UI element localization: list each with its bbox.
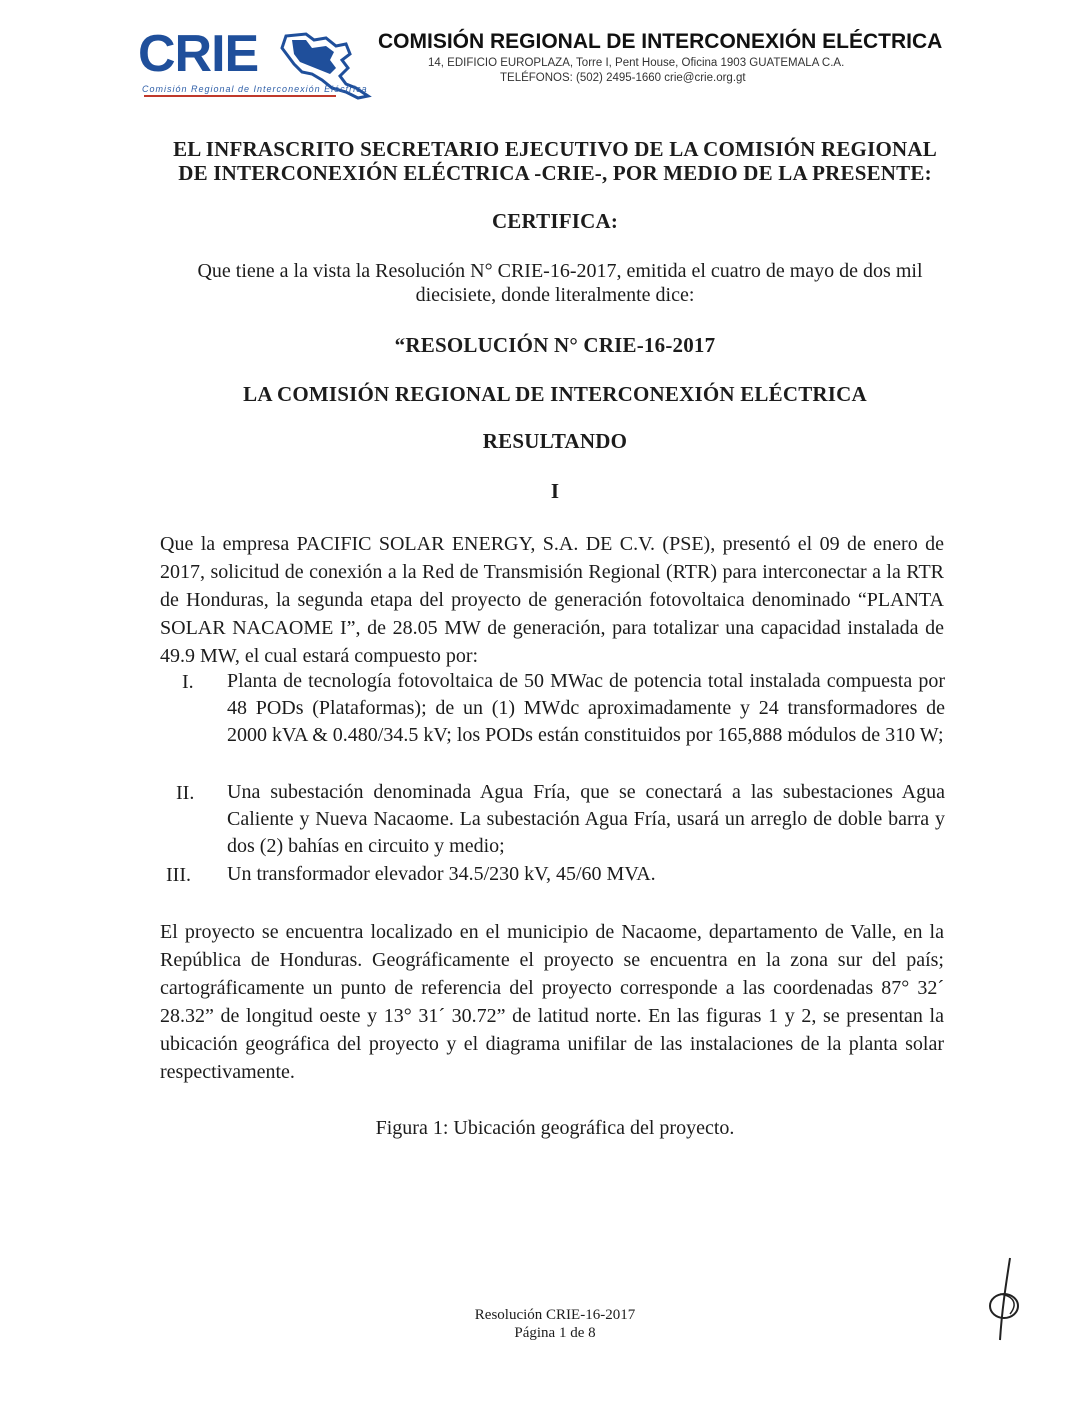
intro-line-1: Que tiene a la vista la Resolución N° CRIE-16-2017, emitida el cuatro de mayo de dos mil bbox=[197, 260, 923, 282]
footer-resolution: Resolución CRIE-16-2017 bbox=[474, 1307, 636, 1323]
logo-wordmark: CRIE bbox=[138, 25, 259, 83]
list-number: I. bbox=[182, 671, 194, 693]
heading-line-1: EL INFRASCRITO SECRETARIO EJECUTIVO DE LA COMISIÓN REGIONAL bbox=[173, 137, 937, 161]
org-contact: TELÉFONOS: (502) 2495-1660 crie@crie.org.gt bbox=[500, 72, 746, 84]
resolution-title: “RESOLUCIÓN N° CRIE-16-2017 bbox=[394, 333, 716, 357]
paragraph-location: El proyecto se encuentra localizado en el municipio de Nacaome, departamento de Valle, en la República de Honduras. Geográficamente el proyecto se encuentra en la zona sur del país; cartográficamente un punto de referencia del proyecto corresponde a las coordenadas 87° 32´ 28.32” de longitud oeste y 13° 31´ 30.72” de latitud norte. En las figuras 1 y 2, se presentan la ubicación geográfica del proyecto y el diagrama unifilar de las instalaciones de la planta solar respectivamente. bbox=[160, 921, 944, 1083]
heading-line-2: DE INTERCONEXIÓN ELÉCTRICA -CRIE-, POR MEDIO DE LA PRESENTE: bbox=[178, 161, 932, 185]
org-name: COMISIÓN REGIONAL DE INTERCONEXIÓN ELÉCTRICA bbox=[378, 30, 943, 53]
footer-page-number: Página 1 de 8 bbox=[514, 1325, 596, 1341]
handwritten-initial bbox=[980, 1254, 1030, 1344]
commission-title: LA COMISIÓN REGIONAL DE INTERCONEXIÓN ELÉCTRICA bbox=[243, 382, 867, 406]
resultando-title: RESULTANDO bbox=[482, 429, 628, 453]
list-number: II. bbox=[176, 782, 195, 804]
intro-line-2: diecisiete, donde literalmente dice: bbox=[415, 284, 695, 306]
section-roman-one: I bbox=[550, 479, 560, 503]
list-item-text: Un transformador elevador 34.5/230 kV, 45/60 MVA. bbox=[227, 863, 656, 885]
list-item-text: Planta de tecnología fotovoltaica de 50 MWac de potencia total instalada compuesta por 48 PODs (Plataformas); de un (1) MWdc aproximadamente y 24 transformadores de 2000 kVA & 0.480/34.5 kV; los PODs están constituidos por 165,888 módulos de 310 W; bbox=[227, 670, 945, 746]
list-item-text: Una subestación denominada Agua Fría, que se conectará a las subestaciones Agua Caliente y Nueva Nacaome. La subestación Agua Fría, usará un arreglo de doble barra y dos (2) bahías en circuito y medio; bbox=[227, 781, 945, 857]
list-number: III. bbox=[166, 864, 191, 886]
certifica-title: CERTIFICA: bbox=[491, 209, 619, 233]
paragraph-request: Que la empresa PACIFIC SOLAR ENERGY, S.A. DE C.V. (PSE), presentó el 09 de enero de 2017, solicitud de conexión a la Red de Transmisión Regional (RTR) para interconectar a la RTR de Honduras, la segunda etapa del proyecto de generación fotovoltaica denominado “PLANTA SOLAR NACAOME I”, de 28.05 MW de generación, para totalizar una capacidad instalada de 49.9 MW, el cual estará compuesto por: bbox=[160, 533, 944, 667]
logo-subtitle: Comisión Regional de Interconexión Eléctrica bbox=[142, 84, 368, 94]
figure-caption: Figura 1: Ubicación geográfica del proyecto. bbox=[375, 1117, 735, 1139]
org-address: 14, EDIFICIO EUROPLAZA, Torre I, Pent House, Oficina 1903 GUATEMALA C.A. bbox=[428, 57, 845, 69]
